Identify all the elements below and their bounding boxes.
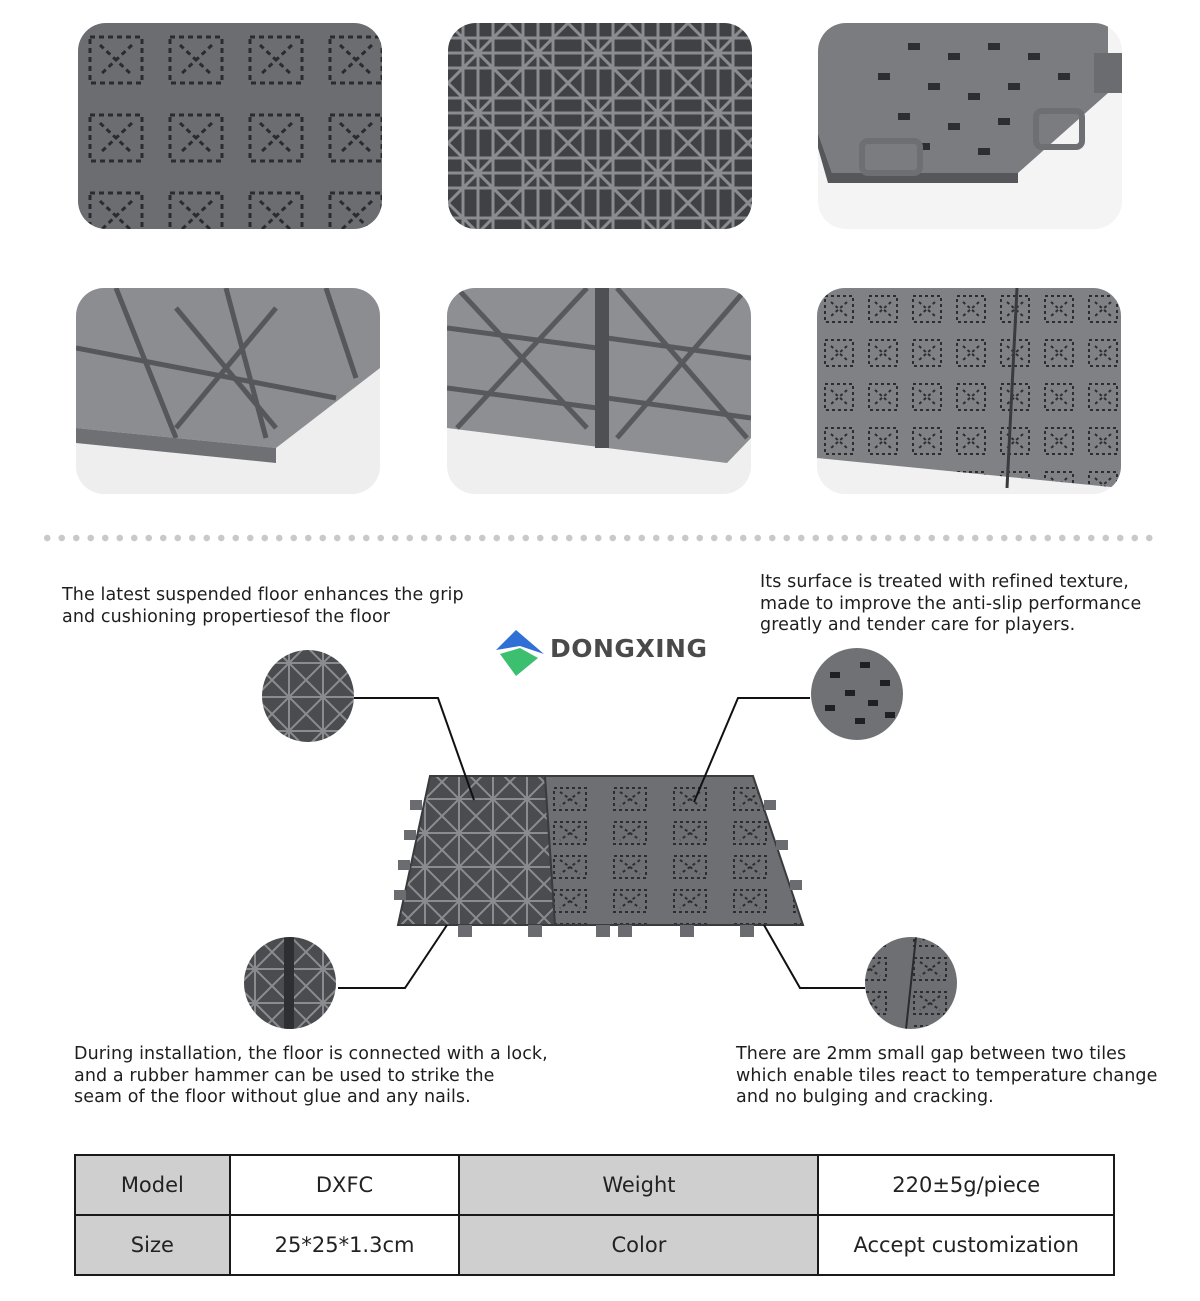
caption-gap-between-tiles: There are 2mm small gap between two tiles which enable tiles react to temperature change and no bulging and cracking. (736, 1044, 1158, 1107)
callout-surface-zoom (811, 648, 903, 740)
photo-two-tiles-gap (817, 288, 1121, 494)
tile-callout-diagram (0, 640, 1200, 1040)
caption-surface-texture: Its surface is treated with refined texture, made to improve the anti-slip performance greatly and tender care for players. (760, 572, 1142, 635)
spec-value-model: DXFC (230, 1155, 460, 1215)
spec-key-color: Color (459, 1215, 818, 1275)
spec-key-model: Model (75, 1155, 230, 1215)
photo-underside-ribs (76, 288, 380, 494)
spec-value-size: 25*25*1.3cm (230, 1215, 460, 1275)
table-row (75, 1155, 1114, 1215)
caption-installation-lock: During installation, the floor is connected with a lock, and a rubber hammer can be used to strike the seam of the floor without glue and any nails. (74, 1044, 548, 1107)
photo-interlock-seam (447, 288, 751, 494)
spec-table (74, 1154, 1115, 1276)
photo-tile-corner-clips (818, 23, 1122, 229)
dotted-divider (40, 534, 1160, 542)
callout-underside-zoom (262, 650, 354, 742)
spec-value-color: Accept customization (818, 1215, 1114, 1275)
callout-gap-zoom (865, 937, 957, 1029)
spec-key-weight: Weight (459, 1155, 818, 1215)
photo-perforated-surface (78, 23, 382, 229)
spec-key-size: Size (75, 1215, 230, 1275)
spec-value-weight: 220±5g/piece (818, 1155, 1114, 1215)
table-row (75, 1215, 1114, 1275)
photo-grid-underside (448, 23, 752, 229)
brand-name: DONGXING (550, 634, 708, 663)
tile-assembly (394, 776, 803, 937)
callout-lock-zoom (244, 937, 336, 1029)
caption-suspended-floor: The latest suspended floor enhances the grip and cushioning propertiesof the floor (62, 585, 464, 627)
